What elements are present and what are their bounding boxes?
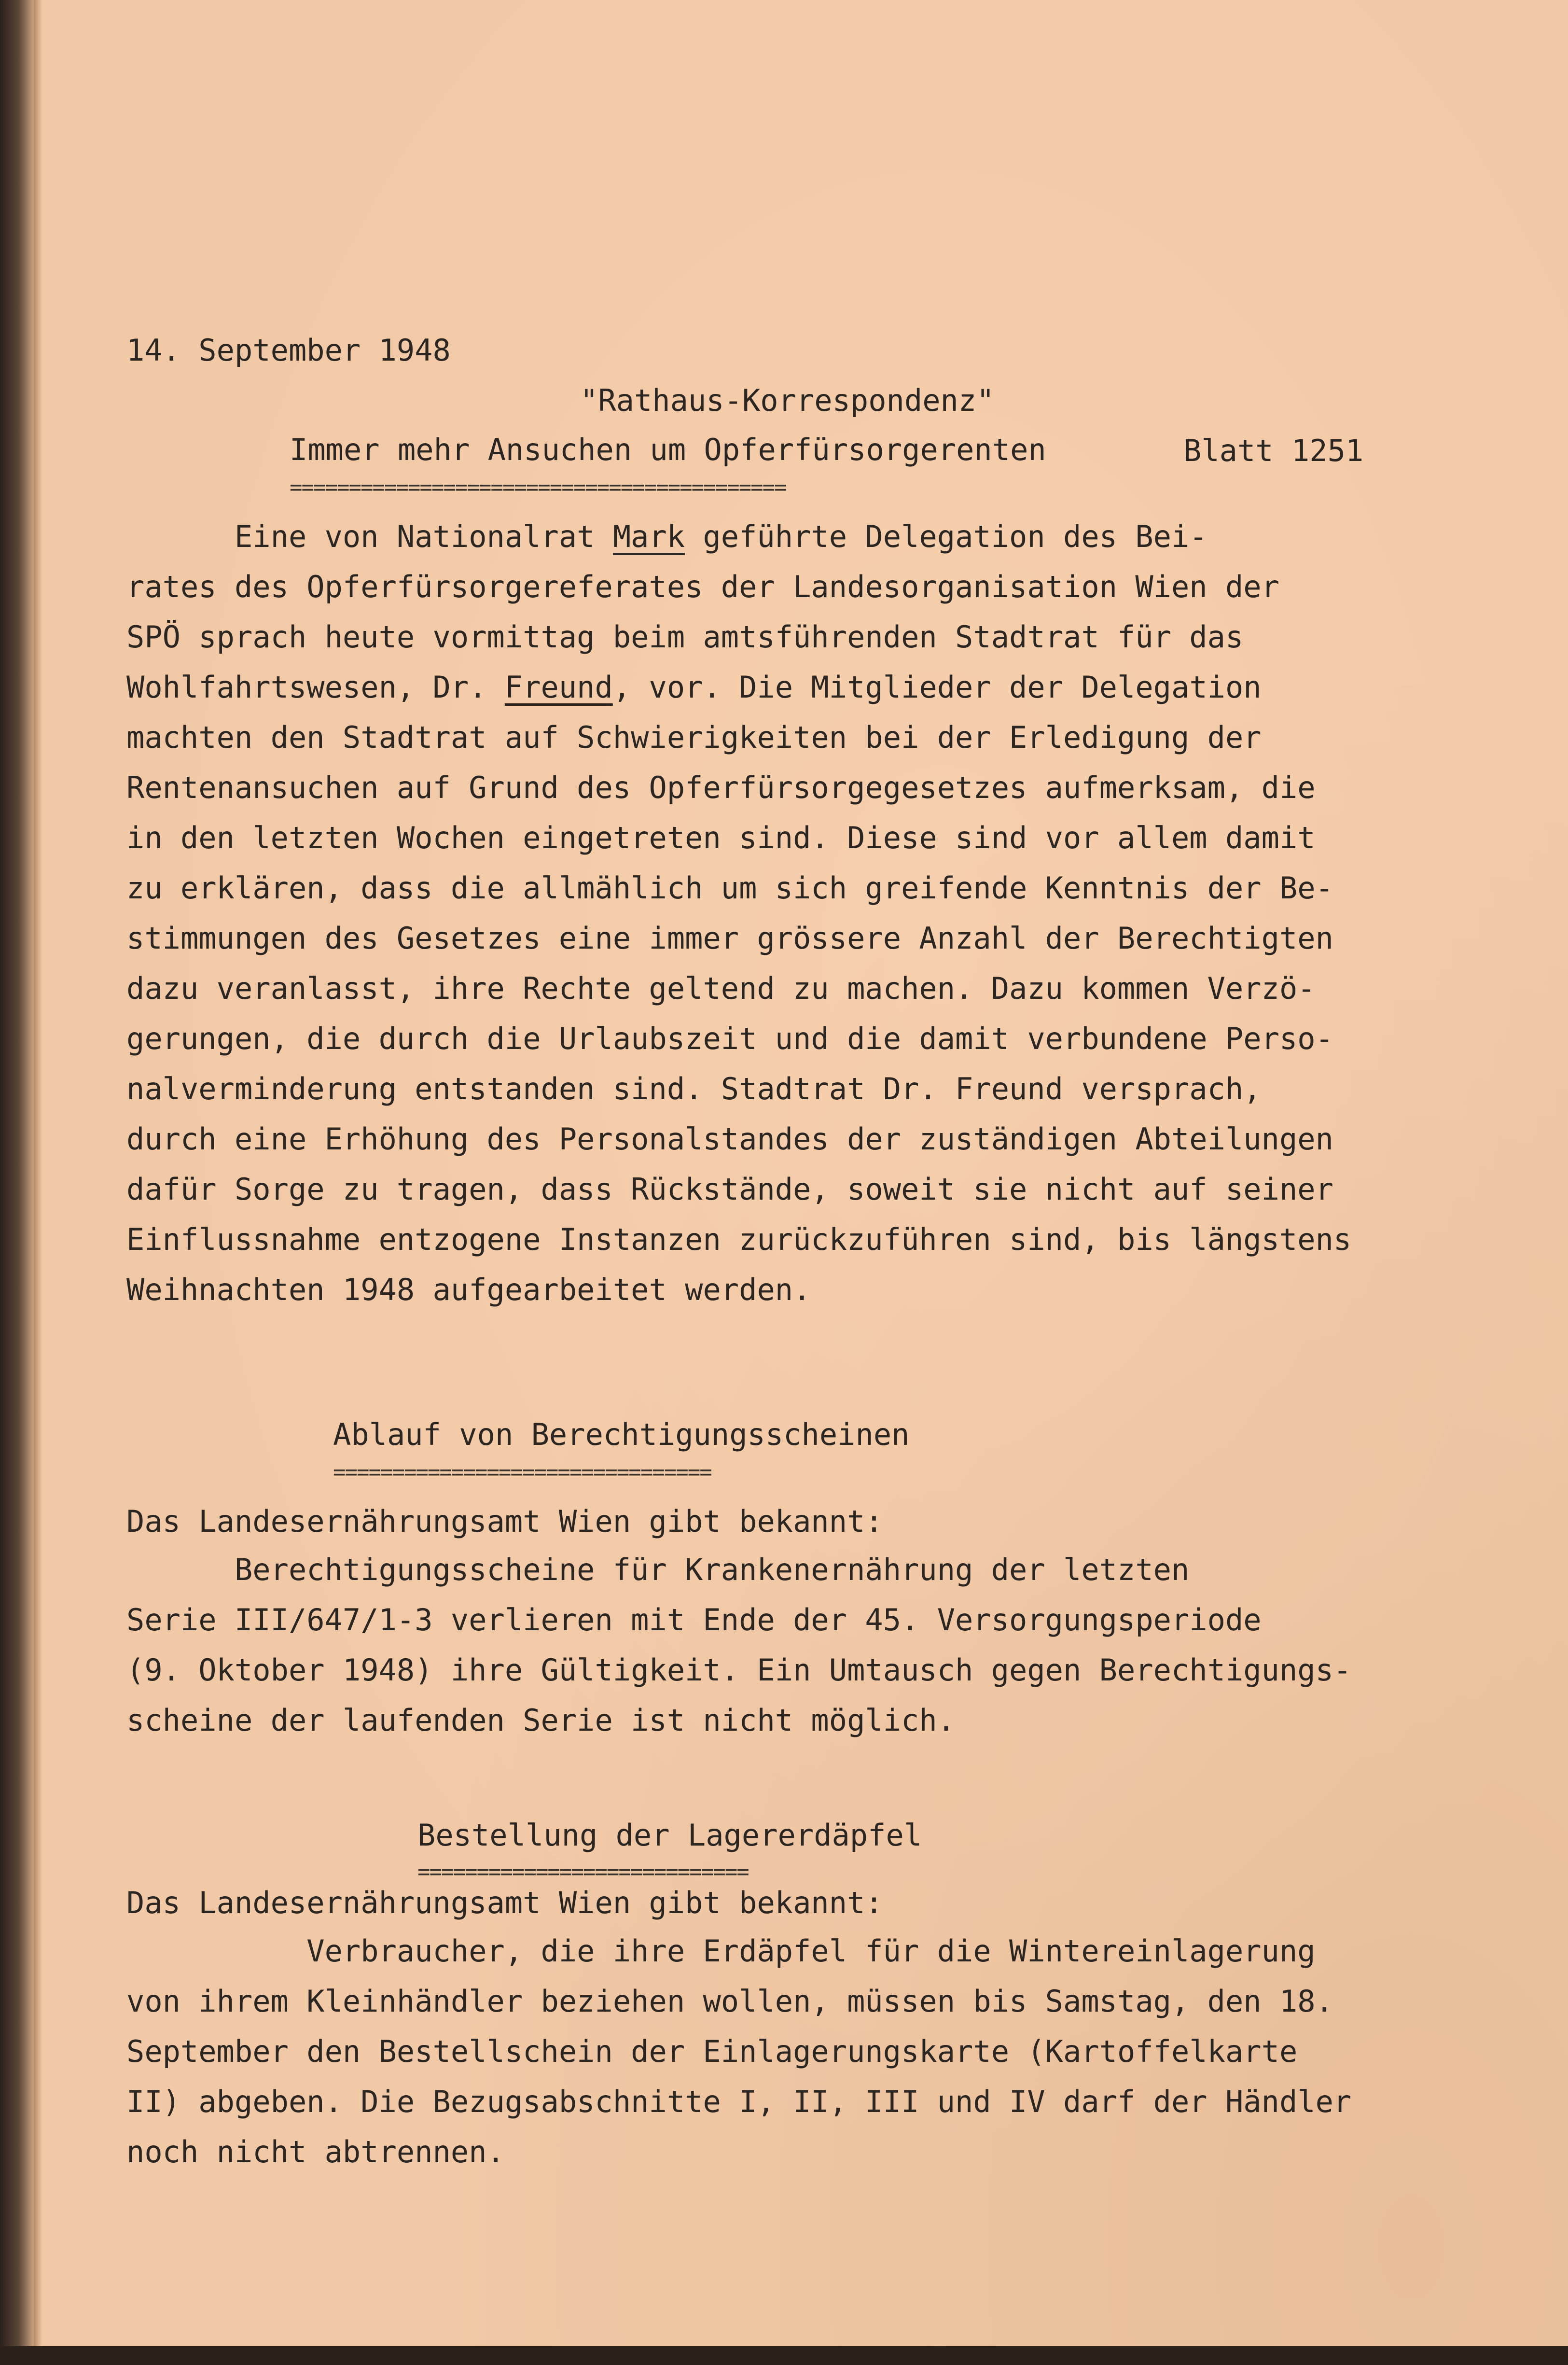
- article-1-line: SPÖ sprach heute vormittag beim amtsführenden Stadtrat für das: [126, 619, 1244, 655]
- article-3-line: September den Bestellschein der Einlagerungskarte (Kartoffelkarte: [126, 2034, 1298, 2069]
- article-3-body: [126, 1926, 1526, 2177]
- name-mark: Mark: [612, 519, 685, 554]
- article-2-title-underline: ================================: [333, 1463, 711, 1482]
- article-2-line: (9. Oktober 1948) ihre Gültigkeit. Ein Umtausch gegen Berechtigungs-: [126, 1652, 1352, 1688]
- article-1-line: dazu veranlasst, ihre Rechte geltend zu machen. Dazu kommen Verzö-: [126, 971, 1316, 1006]
- article-3-line: II) abgeben. Die Bezugsabschnitte I, II, III und IV darf der Händler: [126, 2084, 1352, 2119]
- article-2-line: scheine der laufenden Serie ist nicht möglich.: [126, 1703, 956, 1738]
- article-1-line: rates des Opferfürsorgereferates der Landesorganisation Wien der: [126, 569, 1279, 604]
- article-2-title: Ablauf von Berechtigungsscheinen: [333, 1417, 910, 1452]
- article-1-line: dafür Sorge zu tragen, dass Rückstände, soweit sie nicht auf seiner: [126, 1172, 1333, 1207]
- article-1-line: Einflussnahme entzogene Instanzen zurückzuführen sind, bis längstens: [126, 1222, 1352, 1257]
- article-1-line: durch eine Erhöhung des Personalstandes der zuständigen Abteilungen: [126, 1121, 1333, 1157]
- name-freund: Freund: [504, 670, 613, 705]
- article-1-line: geführte Delegation des Bei-: [685, 519, 1207, 554]
- article-1-line: stimmungen des Gesetzes eine immer grössere Anzahl der Berechtigten: [126, 921, 1333, 956]
- article-2-intro: Das Landesernährungsamt Wien gibt bekannt:: [126, 1504, 883, 1539]
- book-binding: [0, 0, 34, 2365]
- article-3-line: Verbraucher, die ihre Erdäpfel für die Wintereinlagerung: [126, 1933, 1316, 1969]
- article-1-line: machten den Stadtrat auf Schwierigkeiten bei der Erledigung der: [126, 720, 1262, 755]
- article-3-title-underline: ============================: [417, 1862, 749, 1882]
- article-2-line: Berechtigungsscheine für Krankenernährung der letzten: [126, 1552, 1190, 1587]
- article-3-line: von ihrem Kleinhändler beziehen wollen, müssen bis Samstag, den 18.: [126, 1984, 1333, 2019]
- article-1-line: gerungen, die durch die Urlaubszeit und die damit verbundene Perso-: [126, 1021, 1333, 1056]
- article-1-body: [126, 512, 1526, 1315]
- article-1-line: Wohlfahrtswesen, Dr.: [126, 670, 505, 705]
- article-3-line: noch nicht abtrennen.: [126, 2134, 505, 2169]
- article-2-line: Serie III/647/1-3 verlieren mit Ende der 45. Versorgungsperiode: [126, 1602, 1262, 1637]
- article-1-line: , vor. Die Mitglieder der Delegation: [612, 670, 1262, 705]
- page-gutter: [34, 0, 42, 2365]
- article-1-title: Immer mehr Ansuchen um Opferfürsorgerenten: [290, 432, 1046, 467]
- article-3-title: Bestellung der Lagererdäpfel: [417, 1818, 922, 1853]
- article-3-intro: Das Landesernährungsamt Wien gibt bekannt:: [126, 1885, 883, 1920]
- article-1-title-underline: ==========================================: [290, 478, 786, 497]
- article-1-line: nalverminderung entstanden sind. Stadtrat Dr. Freund versprach,: [126, 1071, 1262, 1106]
- article-1-line: zu erklären, dass die allmählich um sich greifende Kenntnis der Be-: [126, 870, 1333, 906]
- article-1-line: Eine von Nationalrat: [126, 519, 613, 554]
- article-1-line: in den letzten Wochen eingetreten sind. Diese sind vor allem damit: [126, 820, 1316, 855]
- article-1-line: Rentenansuchen auf Grund des Opferfürsorgegesetzes aufmerksam, die: [126, 770, 1316, 805]
- scan-bottom-edge: [0, 2346, 1568, 2365]
- article-2-body: [126, 1545, 1526, 1746]
- header-date: 14. September 1948: [126, 333, 451, 368]
- article-1-line: Weihnachten 1948 aufgearbeitet werden.: [126, 1272, 811, 1307]
- header-sheet-number: Blatt 1251: [1183, 433, 1364, 468]
- header-publication: "Rathaus-Korrespondenz": [580, 383, 995, 418]
